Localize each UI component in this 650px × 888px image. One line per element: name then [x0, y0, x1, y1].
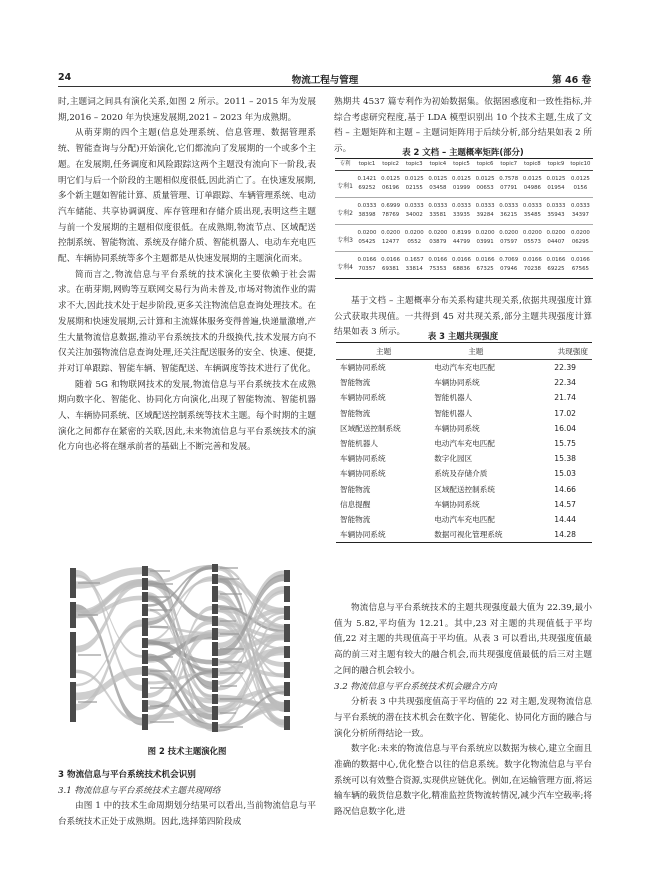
topic-node [142, 592, 148, 602]
topic-node [212, 564, 218, 572]
table-2-cell: 0.0333 [426, 198, 450, 212]
table-2-patent-label: 专利4 [335, 252, 355, 279]
table-3-cell: 系统及存储介质 [434, 469, 488, 479]
table-2-cell: 01999 [452, 185, 471, 191]
table-2-row [335, 225, 593, 239]
table-2-cell: 04407 [547, 239, 565, 245]
table-3-cell: 14.66 [554, 484, 576, 494]
table-2-patent-label: 专利2 [335, 198, 355, 225]
table-2-cell: 75353 [429, 266, 447, 272]
left-column-lower-text [58, 768, 316, 831]
table-3-row [336, 390, 592, 405]
table-2-cell: 0.7578 [497, 171, 521, 185]
right-paragraph-4: 分析表 3 中共现强度值高于平均值的 22 对主题,发现物流信息与平台系统的潜在技术机会在数字化、智能化、协同化方面的融合与演化分析所得结论一致。 [334, 697, 592, 739]
table-2-cell: 0.0333 [473, 198, 497, 212]
table-2-cell: 0.0200 [544, 225, 568, 239]
table-3-row [336, 497, 592, 512]
topic-node [212, 642, 218, 656]
table-2-cell: 0.0200 [355, 225, 379, 239]
table-2-cell: 06196 [382, 185, 400, 191]
topic-node [70, 568, 76, 598]
table-2-cell: 12477 [382, 239, 400, 245]
table-3-row [336, 406, 592, 421]
table-2-header-cell: topic6 [473, 159, 497, 171]
table-3-cell: 数字化园区 [434, 454, 473, 464]
table-2-cell: 0.0200 [497, 225, 521, 239]
section-3-heading: 3 物流信息与平台系统技术机会识别 [58, 770, 196, 780]
table-2-cell: 78769 [382, 212, 400, 218]
table-2-cell: 06295 [571, 239, 589, 245]
table-2-cell: 70238 [523, 266, 541, 272]
section-3-1-heading: 3.1 物流信息与平台系统技术主题共现网络 [58, 785, 221, 796]
topic-node [284, 682, 290, 696]
figure-2-caption: 图 2 技术主题演化图 [147, 746, 227, 756]
table-3-cell: 智能物流 [340, 378, 371, 388]
table-2-cell: 33814 [405, 266, 423, 272]
table-3-caption: 表 3 主题共现强度 [427, 331, 499, 341]
table-2-cell: 00653 [476, 185, 494, 191]
table-2-cell: 34002 [405, 212, 423, 218]
right-paragraph-5: 数字化:未来的物流信息与平台系统应以数据为核心,建立全面且准确的数据中心,优化整合以往的信息系统。数字化物流信息与平台系统可以有效整合资源,实现供应链优化。例如,在运输管理方面,将运输车辆的载货信息数字化,精准监控货物流转情况,减少汽车空载率;将路况信息数字化,进 [334, 744, 592, 818]
topic-node [284, 586, 290, 602]
topic-label-mark [220, 633, 239, 635]
table-3-row [336, 421, 592, 436]
table-3-cell: 车辆协同系统 [336, 527, 430, 543]
table-2-cell: 07946 [500, 266, 518, 272]
table-2-cell: 0.0125 [379, 171, 403, 185]
journal-title: 物流工程与管理 [291, 75, 359, 86]
table-2-row [335, 252, 593, 266]
table-2-cell: 01954 [547, 185, 565, 191]
topic-node [142, 618, 148, 636]
table-2-cell: 36215 [500, 212, 518, 218]
table-2-cell: 0.0125 [426, 171, 450, 185]
table-3-cell: 14.28 [535, 527, 592, 543]
topic-node [284, 570, 290, 582]
topic-node [212, 706, 218, 720]
table-2-cell: 38398 [358, 212, 376, 218]
page-number: 24 [58, 72, 72, 83]
table-2-cell: 67565 [571, 266, 589, 272]
table-2-cell: 0.7069 [497, 252, 521, 266]
topic-label-mark [150, 670, 171, 672]
table-2-cell: 68836 [452, 266, 471, 272]
topic-label-mark [150, 705, 169, 707]
topic-label-mark [220, 608, 242, 610]
left-paragraph-4: 随着 5G 和物联网技术的发展,物流信息与平台系统技术在成熟期向数字化、智能化、协同化方向演化,出现了智能物流、智能机器人、车辆协同系统、区域配送控制系统等技术主题。每个时期的主题演化之间都存在紧密的关联,因此,未来物流信息与平台系统技术的演化方向也必将在继承前者的基础上不断完善和发展。 [58, 379, 316, 453]
table-2-row-cont [335, 211, 593, 225]
table-3-cell: 15.03 [554, 469, 576, 479]
topic-label-mark [78, 582, 100, 584]
table-3 [336, 342, 592, 543]
table-2-header-cell: topic7 [497, 159, 521, 171]
table-3-cell: 智能物流 [340, 514, 371, 524]
table-2-cell: 05573 [523, 239, 541, 245]
topic-label-mark [220, 620, 236, 622]
table-2-cell: 0.0200 [568, 225, 593, 239]
table-2-cell: 02155 [405, 185, 423, 191]
topic-node [142, 638, 148, 648]
table-2-cell: 0.0125 [473, 171, 497, 185]
table-2-cell: 35943 [547, 212, 565, 218]
table-3-cell: 区域配送控制系统 [340, 423, 401, 433]
left-paragraph-3: 简而言之,物流信息与平台系统的技术演化主要依赖于社会需求。在萌芽期,网购等互联网交易行为尚未普及,市场对物流作业的需求不大,因此技术处于起步阶段,更多关注物流信息查询处理技术。在发展期和快速发展期,云计算和主流媒体服务变得普遍,快递量激增,产生大量物流信息数据,推动平台系统技术的升级换代,技术发展方向不仅关注加强物流信息查询处理,还关注配送服务的安全、快速、便捷,并对订单跟踪、智能车辆、智能配送、车辆调度等技术进行了优化。 [58, 269, 316, 374]
topic-node [142, 650, 148, 664]
table-2-header-cell: 专利 [335, 159, 355, 171]
table-3-row [336, 451, 592, 466]
topic-evolution-diagram [62, 562, 312, 737]
topic-node [70, 682, 76, 722]
topic-label-mark [220, 567, 238, 569]
topic-node [284, 716, 290, 730]
table-3-cell: 22.39 [554, 363, 576, 373]
table-3-cell: 15.38 [554, 454, 576, 464]
table-2-cell: 04986 [523, 185, 541, 191]
table-3-cell: 21.74 [554, 393, 576, 403]
table-2-cell: 35485 [523, 212, 541, 218]
table-3-cell: 车辆协同系统 [340, 363, 386, 373]
table-3-cell: 22.34 [554, 378, 576, 388]
table-3-cell: 电动汽车充电匹配 [434, 439, 495, 449]
table-2-header-cell: topic1 [355, 159, 379, 171]
table-2-cell: 0552 [407, 239, 422, 245]
table-3-cell: 智能物流 [340, 408, 371, 418]
table-2-header-cell: topic10 [568, 159, 593, 171]
table-2-row-cont [335, 184, 593, 198]
table-2-cell: 0.0333 [521, 198, 545, 212]
table-2-cell: 0.0200 [379, 225, 403, 239]
table-2-cell: 0.0333 [568, 198, 593, 212]
topic-node [212, 694, 218, 704]
topic-label-mark [220, 661, 242, 663]
table-3-cell: 信息提醒 [340, 499, 371, 509]
table-2-cell: 03879 [429, 239, 447, 245]
table-3-cell: 数据可视化管理系统 [430, 527, 535, 543]
table-3-cell: 电动汽车充电匹配 [434, 363, 495, 373]
topic-label-mark [150, 596, 169, 598]
table-2-cell: 0.1421 [355, 171, 379, 185]
section-3-2-heading: 3.2 物流信息与平台系统技术机会融合方向 [334, 681, 497, 692]
table-3-cell: 17.02 [554, 408, 576, 418]
header-rule [58, 86, 591, 87]
topic-label-mark [220, 672, 243, 674]
table-2-cell: 67325 [476, 266, 494, 272]
left-paragraph-1: 时,主题词之间具有演化关系,如图 2 所示。2011 – 2015 年为发展期,2016 – 2020 年为快速发展期,2021 – 2023 年为成熟期。 [58, 97, 316, 123]
table-2-cell: 0.0200 [473, 225, 497, 239]
table-2-cell: 0.0333 [355, 198, 379, 212]
table-2-cell: 0.6999 [379, 198, 403, 212]
topic-node [142, 714, 148, 730]
table-2-cell: 0.0166 [426, 252, 450, 266]
topic-label-mark [78, 701, 97, 703]
topic-label-mark [150, 583, 173, 585]
topic-node [212, 680, 218, 692]
table-2-header-cell: topic9 [544, 159, 568, 171]
table-2-patent-label: 专利1 [335, 171, 355, 198]
table-3-cell: 16.04 [554, 423, 576, 433]
table-3-row [336, 512, 592, 527]
right-paragraph-3: 物流信息与平台系统技术的主题共现强度最大值为 22.39,最小值为 5.82,平均值为 12.21。其中,23 对主题的共现值低于平均值,22 对主题的共现值高于平均值。从表 3 可以看出,共现强度值最高的前三对主题有较大的融合机会,而共现强度值最低的后三对主题之间的融合机会较小。 [334, 603, 592, 676]
table-3-cell: 智能物流 [340, 484, 371, 494]
table-3-cell: 车辆协同系统 [340, 393, 386, 403]
table-2-row-cont [335, 265, 593, 279]
topic-label-mark [150, 570, 170, 572]
right-column-lower-text [334, 601, 592, 821]
table-3-cell: 14.44 [554, 514, 576, 524]
table-2-cell: 0.0166 [473, 252, 497, 266]
topic-label-mark [150, 687, 174, 689]
table-2-header-cell: topic3 [402, 159, 426, 171]
topic-node [142, 678, 148, 698]
topic-label-mark [220, 698, 242, 700]
topic-label-mark [220, 648, 244, 650]
table-3-cell: 智能机器人 [340, 439, 378, 449]
table-2-cell: 34397 [571, 212, 589, 218]
topic-node [284, 624, 290, 642]
table-2-caption: 表 2 文档 – 主题概率矩阵(部分) [402, 147, 524, 157]
topic-node [212, 616, 218, 626]
topic-label-mark [150, 656, 173, 658]
table-2-cell: 0156 [573, 185, 588, 191]
topic-label-mark [150, 626, 168, 628]
topic-node [212, 668, 218, 678]
topic-label-mark [220, 593, 242, 595]
table-2-cell: 0.8199 [450, 225, 474, 239]
figure-2 [62, 562, 312, 737]
topic-node [70, 632, 76, 678]
topic-label-mark [220, 685, 237, 687]
table-2-row-cont [335, 238, 593, 252]
topic-node [212, 586, 218, 602]
table-2-header-cell: topic2 [379, 159, 403, 171]
topic-node [284, 700, 290, 712]
left-paragraph-5: 由图 1 中的技术生命周期划分结果可以看出,当前物流信息与平台系统技术正处于成熟期。因此,选择第四阶段成 [58, 801, 316, 828]
table-2-cell: 44799 [452, 239, 471, 245]
table-2-cell: 0.0125 [544, 171, 568, 185]
table-2-header-cell: topic8 [521, 159, 545, 171]
table-2-cell: 0.1657 [402, 252, 426, 266]
topic-node [212, 658, 218, 666]
table-2-cell: 05425 [358, 239, 376, 245]
topic-node [142, 666, 148, 676]
table-3-cell: 14.57 [554, 499, 576, 509]
table-2-cell: 0.0125 [521, 171, 545, 185]
table-2-patent-label: 专利3 [335, 225, 355, 252]
topic-label-mark [78, 614, 98, 616]
table-2-cell: 0.0125 [402, 171, 426, 185]
volume-label: 第 46 卷 [552, 75, 591, 86]
table-2-cell: 0.0200 [426, 225, 450, 239]
table-3-header-cell: 主题 [430, 343, 535, 360]
table-3-cell: 电动汽车充电匹配 [434, 514, 495, 524]
table-3-row [336, 527, 592, 543]
table-3-cell: 车辆协同系统 [340, 469, 386, 479]
table-3-row [336, 482, 592, 497]
table-2-cell: 0.0125 [568, 171, 593, 185]
topic-label-mark [220, 712, 236, 714]
table-3-header-cell: 共现强度 [535, 343, 592, 360]
topic-node [142, 566, 148, 576]
table-2-cell: 69225 [547, 266, 565, 272]
topic-node [70, 602, 76, 628]
table-2-cell: 03991 [476, 239, 494, 245]
table-3-row [336, 466, 592, 481]
topic-node [212, 628, 218, 640]
topic-label-mark [150, 609, 172, 611]
table-3-row [336, 436, 592, 451]
table-3-header-cell: 主题 [336, 343, 430, 360]
topic-node [142, 700, 148, 712]
topic-label-mark [78, 654, 101, 656]
table-3-row [336, 375, 592, 390]
table-3-cell: 车辆协同系统 [434, 423, 480, 433]
right-paragraph-1: 熟期共 4537 篇专利作为初始数据集。依据困惑度和一致性指标,并综合考虑研究程度,基于 LDA 模型识别出 10 个技术主题,生成了文档 – 主题矩阵和主题 – 主题词矩阵用于后续分析,部分结果如表 2 所示。 [334, 97, 592, 155]
table-2-cell: 07597 [500, 239, 518, 245]
table-3-cell: 车辆协同系统 [434, 499, 480, 509]
table-3-cell: 区域配送控制系统 [434, 484, 495, 494]
topic-node [212, 722, 218, 732]
topic-node [142, 604, 148, 616]
table-2-cell: 0.0166 [521, 252, 545, 266]
table-2-cell: 39284 [476, 212, 494, 218]
table-2-row [335, 198, 593, 212]
table-2-cell: 70357 [358, 266, 376, 272]
table-2-header-cell: topic5 [450, 159, 474, 171]
topic-node [212, 604, 218, 614]
table-2-header-cell: topic4 [426, 159, 450, 171]
table-2-cell: 33581 [429, 212, 447, 218]
table-2-cell: 0.0333 [450, 198, 474, 212]
topic-node [284, 662, 290, 678]
table-2-cell: 0.0166 [355, 252, 379, 266]
table-2-cell: 0.0166 [450, 252, 474, 266]
table-3-cell: 车辆协同系统 [434, 378, 480, 388]
table-2-cell: 0.0166 [568, 252, 593, 266]
table-2 [335, 158, 593, 279]
table-2-cell: 0.0200 [402, 225, 426, 239]
table-2-cell: 0.0333 [497, 198, 521, 212]
topic-node [284, 646, 290, 658]
topic-node [284, 606, 290, 620]
table-2-cell: 0.0166 [379, 252, 403, 266]
table-2-cell: 69381 [382, 266, 400, 272]
table-3-cell: 智能机器人 [434, 393, 473, 403]
table-2-cell: 0.0200 [521, 225, 545, 239]
topic-node [142, 578, 148, 590]
topic-label-mark [150, 721, 174, 723]
table-2-cell: 0.0333 [402, 198, 426, 212]
topic-label-mark [220, 578, 239, 580]
table-2-cell: 03458 [429, 185, 447, 191]
table-2-cell: 33935 [452, 212, 471, 218]
table-2-cell: 0.0125 [450, 171, 474, 185]
right-paragraph-2: 基于文档 – 主题概率分布关系构建共现关系,依据共现强度计算公式获取共现值。一共得到 45 对共现关系,部分主题共现强度计算结果如表 3 所示。 [334, 296, 592, 338]
table-2-cell: 0.0166 [544, 252, 568, 266]
table-2-cell: 0.0333 [544, 198, 568, 212]
table-2-cell: 69252 [358, 185, 376, 191]
table-3-cell: 智能机器人 [434, 408, 473, 418]
left-paragraph-2: 从萌芽期的四个主题(信息处理系统、信息管理、数据管理系统、智能查询与分配)开始演化,它们都流向了发展期的一个或多个主题。在发展期,任务调度和风险跟踪这两个主题没有流向下一阶段,表明它们与后一个阶段的主题相似度很低,因此消亡了。在快速发展期,多个新主题如智能计算、质量管理、订单跟踪、车辆管理系统、电动汽车储能、共享协调调度、库存管理和存储介质出现,表明这些主题与前一个发展期的主题相似度很低。在成熟期,物流节点、区域配送控制系统、智能物流、系统及存储介质、智能机器人、电动车充电匹配、车辆协同系统等多个主题都是从快速发展期的主题演化而来。 [58, 128, 316, 265]
table-3-cell: 车辆协同系统 [340, 454, 386, 464]
table-3-row [336, 360, 592, 376]
left-column-text [58, 95, 316, 456]
topic-node [212, 574, 218, 584]
topic-label-mark [150, 642, 170, 644]
table-3-cell: 15.75 [554, 439, 576, 449]
table-2-row [335, 171, 593, 185]
table-2-cell: 07791 [500, 185, 518, 191]
topic-label-mark [220, 726, 243, 728]
